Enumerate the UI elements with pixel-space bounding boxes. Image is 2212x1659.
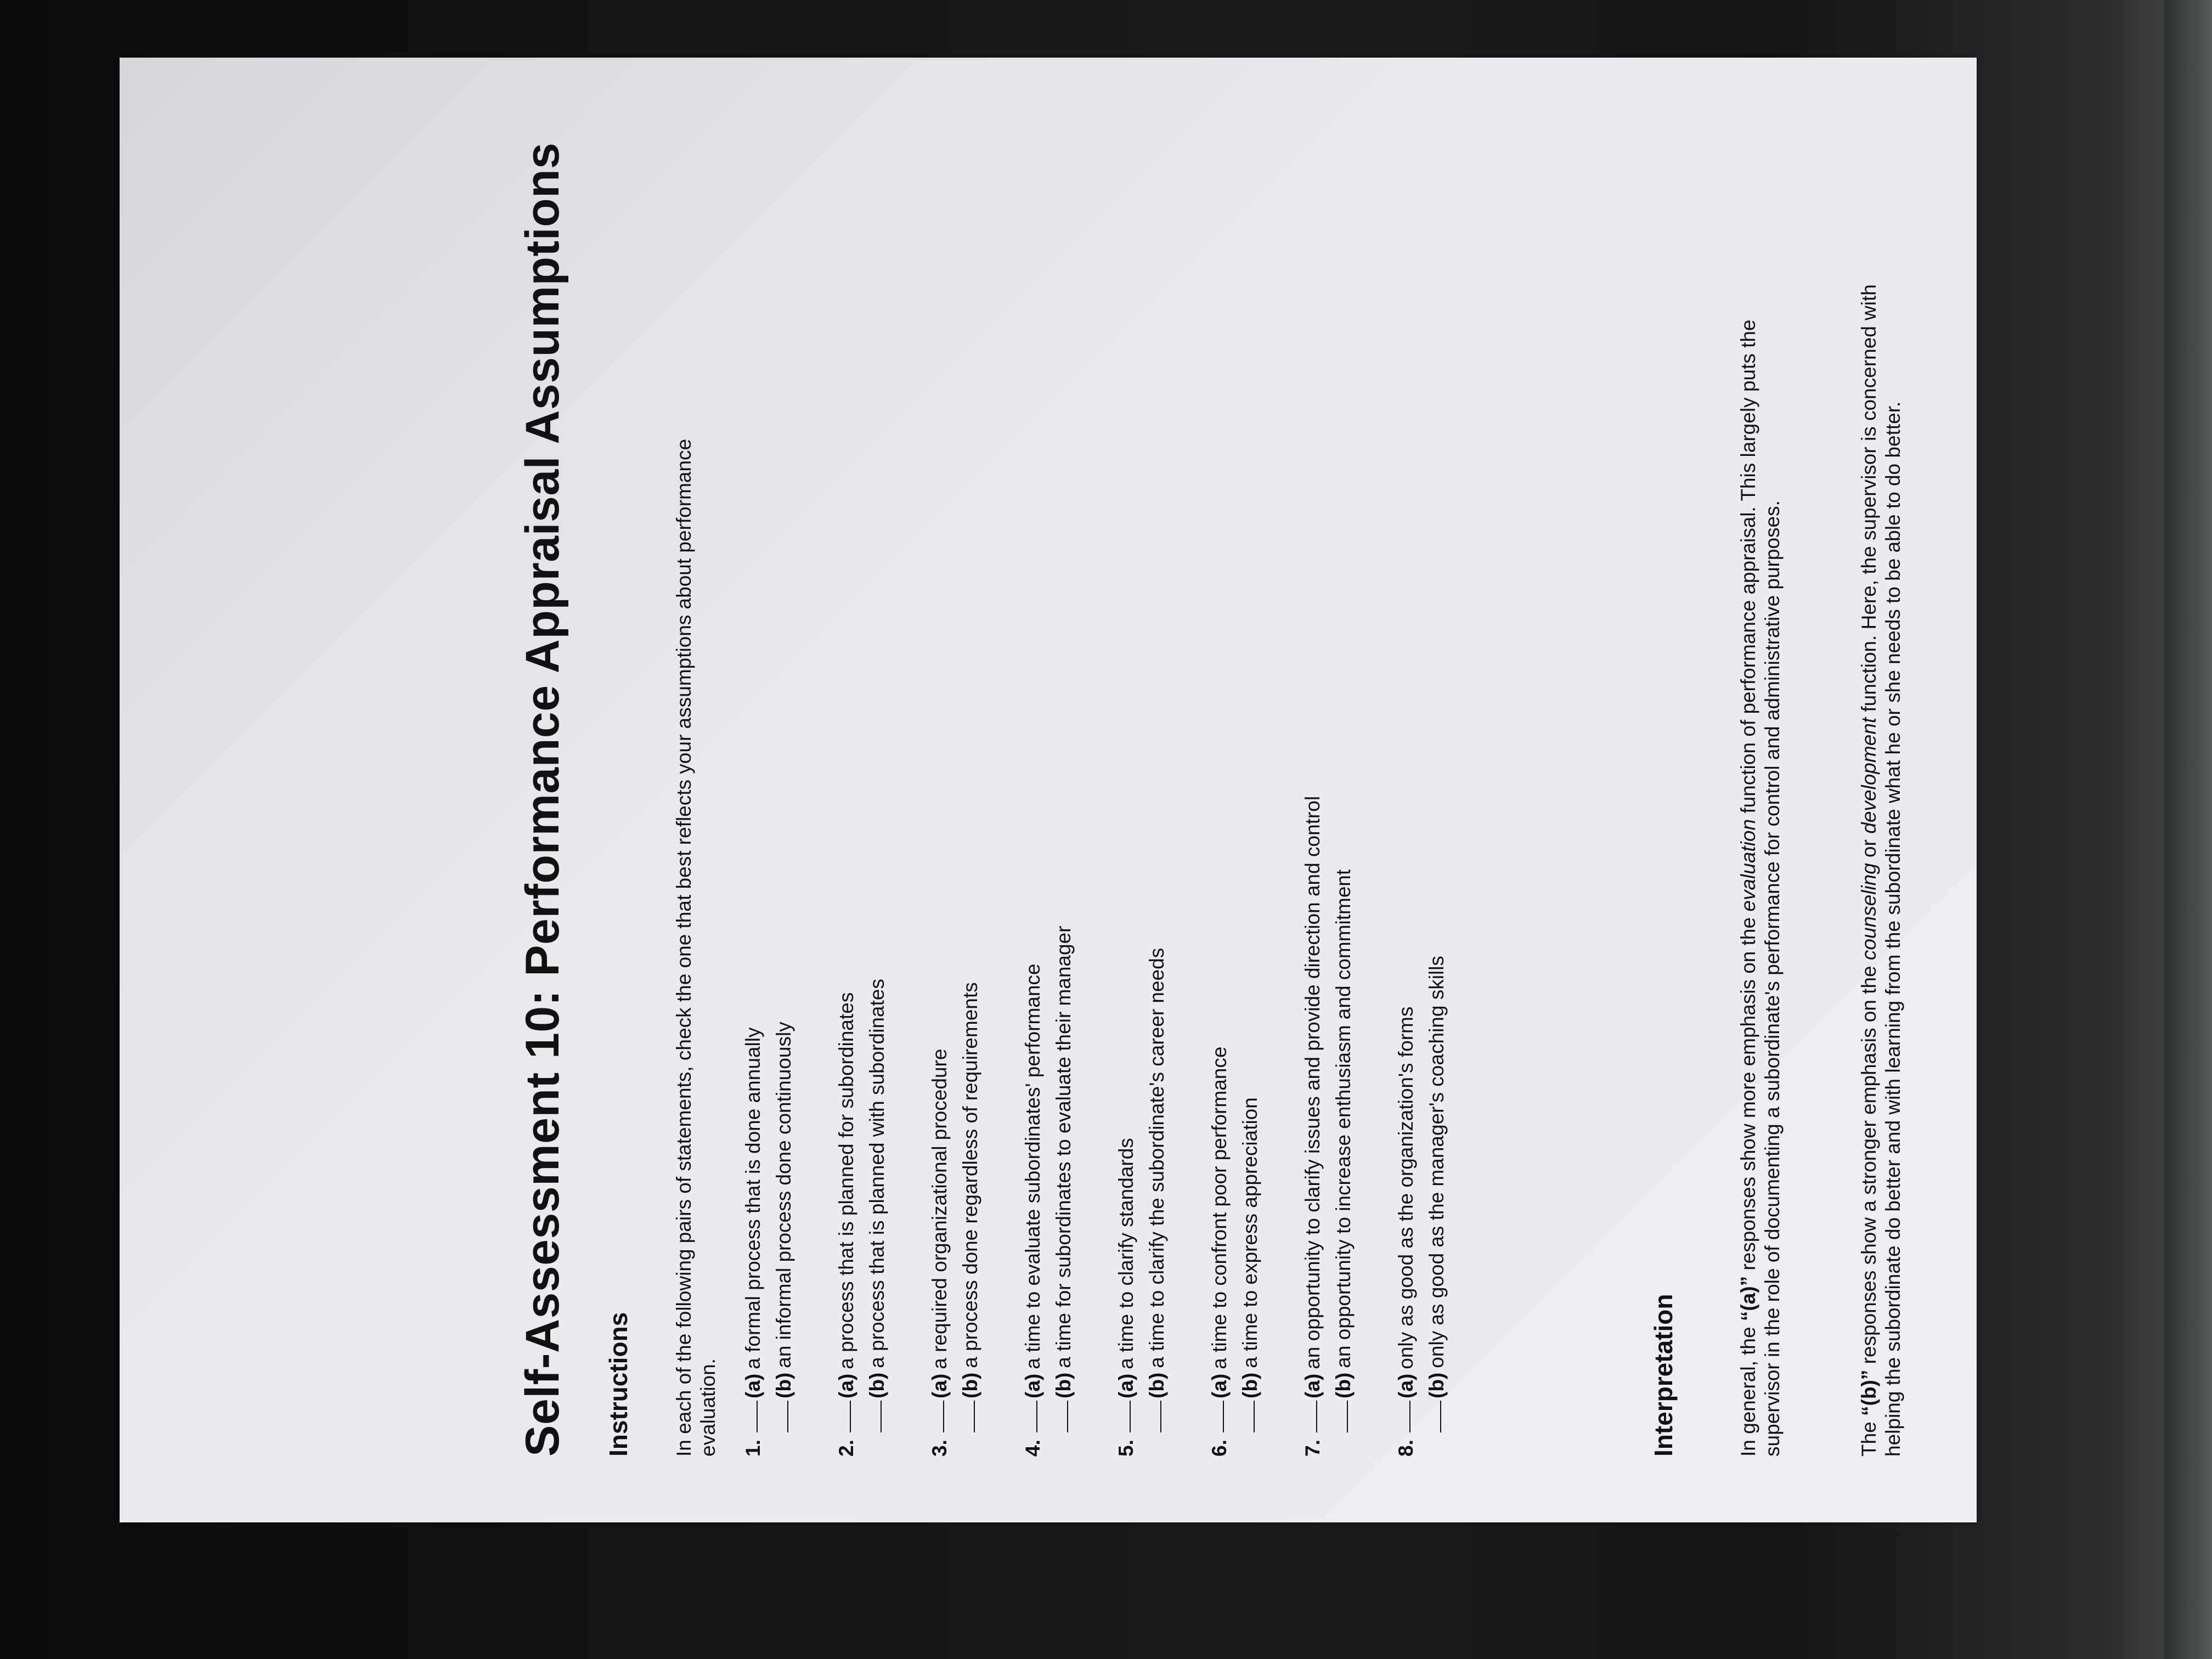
instructions-heading: Instructions bbox=[604, 1312, 633, 1457]
option-b-text: a process that is planned with subordinates bbox=[866, 979, 888, 1368]
option-b-text: an informal process done continuously bbox=[772, 1022, 795, 1368]
option-label: (b) bbox=[1332, 1372, 1355, 1398]
option-b-text: an opportunity to increase enthusiasm and commitment bbox=[1332, 869, 1355, 1368]
option-label: (b) bbox=[1425, 1372, 1448, 1398]
check-blank[interactable] bbox=[1036, 1401, 1037, 1432]
tablet-screen bbox=[120, 58, 1977, 1522]
option-label: (a) bbox=[1208, 1373, 1231, 1398]
option-a-text: a time to confront poor performance bbox=[1208, 1046, 1231, 1369]
option-label: (b) bbox=[959, 1372, 981, 1398]
option-label: (b) bbox=[1146, 1372, 1168, 1398]
question-item bbox=[738, 1022, 799, 1457]
option-label: (a) bbox=[1301, 1373, 1324, 1398]
option-label: (a) bbox=[835, 1373, 857, 1398]
interpretation-paragraph-a: In general, the “(a)” responses show more emphasis on the evaluation function of performance appraisal. This largely puts the supervisor in the role of documenting a subordinate's performance for control and administrative purposes. bbox=[1737, 319, 1784, 1457]
instructions-text: In each of the following pairs of statements, check the one that best reflects your assumptions about performance evaluation. bbox=[673, 438, 719, 1457]
check-blank[interactable] bbox=[1409, 1401, 1410, 1432]
check-blank[interactable] bbox=[1347, 1401, 1348, 1432]
check-blank[interactable] bbox=[787, 1401, 788, 1432]
question-number: 5. bbox=[1115, 1440, 1137, 1457]
question-item bbox=[1204, 1047, 1266, 1457]
question-number: 7. bbox=[1301, 1440, 1324, 1457]
question-number: 3. bbox=[928, 1440, 951, 1457]
option-label: (a) bbox=[928, 1373, 951, 1398]
check-blank[interactable] bbox=[1130, 1401, 1131, 1432]
check-blank[interactable] bbox=[881, 1401, 882, 1432]
question-item bbox=[1297, 796, 1359, 1457]
question-item bbox=[1111, 948, 1172, 1457]
option-label: (b) bbox=[866, 1372, 888, 1398]
option-b-text: a process done regardless of requirements bbox=[959, 982, 981, 1368]
question-number: 8. bbox=[1395, 1440, 1417, 1457]
option-label: (b) bbox=[1239, 1372, 1261, 1398]
question-item bbox=[1018, 926, 1079, 1457]
check-blank[interactable] bbox=[1223, 1401, 1224, 1432]
question-number: 2. bbox=[835, 1440, 857, 1457]
device-bezel bbox=[2164, 0, 2212, 1659]
option-b-text: a time to clarify the subordinate's career needs bbox=[1146, 947, 1168, 1368]
check-blank[interactable] bbox=[974, 1401, 975, 1432]
option-label: (b) bbox=[1052, 1372, 1075, 1398]
option-a-text: a process that is planned for subordinates bbox=[835, 992, 857, 1369]
option-label: (a) bbox=[1115, 1373, 1137, 1398]
option-b-text: only as good as the manager's coaching skills bbox=[1425, 956, 1448, 1368]
check-blank[interactable] bbox=[1067, 1401, 1068, 1432]
check-blank[interactable] bbox=[1160, 1401, 1161, 1432]
check-blank[interactable] bbox=[1440, 1401, 1441, 1432]
option-a-text: a required organizational procedure bbox=[928, 1048, 951, 1369]
option-a-text: only as good as the organization's forms bbox=[1395, 1006, 1417, 1369]
option-b-text: a time for subordinates to evaluate their manager bbox=[1052, 926, 1075, 1368]
check-blank[interactable] bbox=[943, 1401, 944, 1432]
interpretation-heading: Interpretation bbox=[1649, 1294, 1678, 1457]
document-page bbox=[453, 99, 1904, 1481]
page-title: Self-Assessment 10: Performance Appraisal Assumptions bbox=[516, 142, 569, 1457]
option-label: (a) bbox=[1022, 1373, 1044, 1398]
option-b-text: a time to express appreciation bbox=[1239, 1097, 1261, 1368]
question-number: 1. bbox=[742, 1440, 764, 1457]
question-item bbox=[831, 979, 893, 1457]
check-blank[interactable] bbox=[1316, 1401, 1317, 1432]
question-item bbox=[1391, 956, 1452, 1457]
question-item bbox=[924, 982, 986, 1457]
interpretation-paragraph-b: The “(b)” responses show a stronger emphasis on the counseling or development function. Here, the supervisor is concerned with helping the subordinate do better and with learning from the subordinate what he or she needs to be able to do better. bbox=[1858, 284, 1904, 1457]
option-label: (a) bbox=[742, 1373, 764, 1398]
question-number: 6. bbox=[1208, 1440, 1231, 1457]
check-blank[interactable] bbox=[757, 1401, 758, 1432]
option-a-text: an opportunity to clarify issues and provide direction and control bbox=[1301, 795, 1324, 1369]
option-a-text: a formal process that is done annually bbox=[742, 1027, 764, 1369]
question-number: 4. bbox=[1022, 1440, 1044, 1457]
check-blank[interactable] bbox=[850, 1401, 851, 1432]
option-label: (b) bbox=[772, 1372, 795, 1398]
option-a-text: a time to clarify standards bbox=[1115, 1138, 1137, 1369]
check-blank[interactable] bbox=[1254, 1401, 1255, 1432]
option-a-text: a time to evaluate subordinates' performance bbox=[1022, 963, 1044, 1369]
option-label: (a) bbox=[1395, 1373, 1417, 1398]
